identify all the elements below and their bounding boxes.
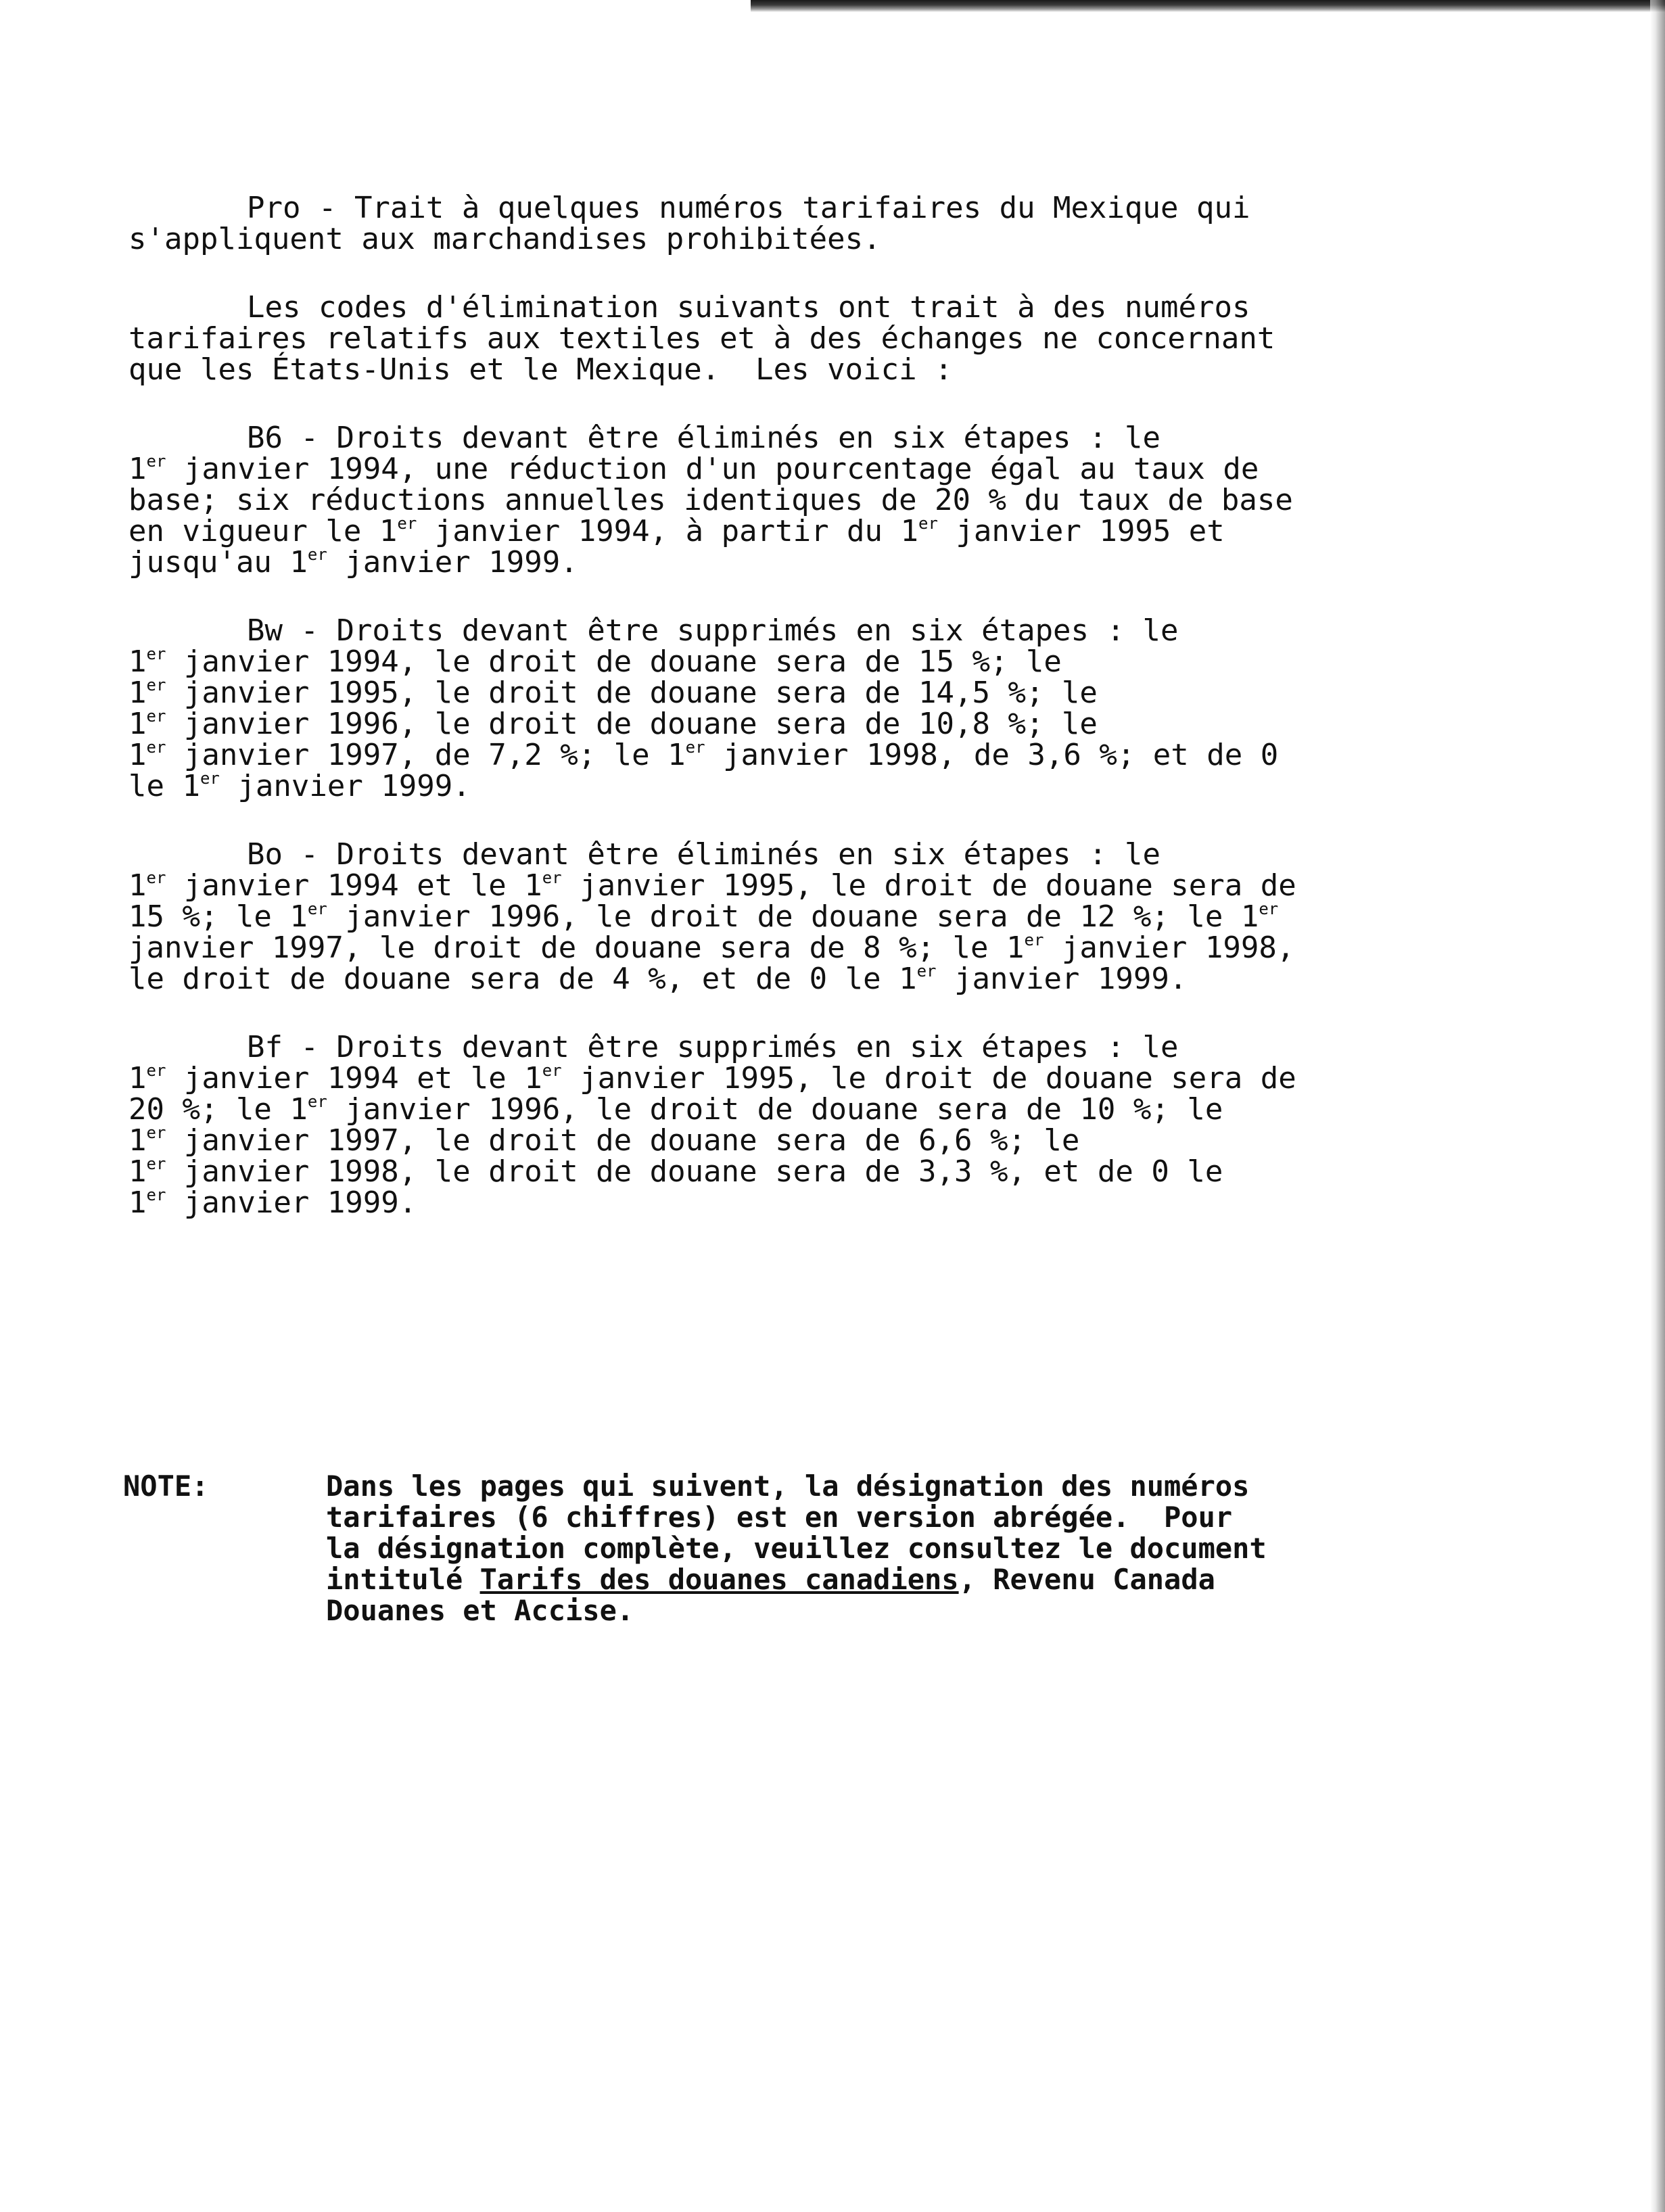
text-line: 1er janvier 1997, le droit de douane sera de 6,6 %; le (128, 1123, 1080, 1158)
text-line: Bf - Droits devant être supprimés en six étapes : le (247, 1030, 1179, 1064)
note-line: tarifaires (6 chiffres) est en version abrégée. Pour (326, 1501, 1233, 1534)
text-line: que les États-Unis et le Mexique. Les voici : (128, 352, 953, 387)
text-line: Bo - Droits devant être éliminés en six étapes : le (247, 837, 1161, 872)
text-line: Les codes d'élimination suivants ont trait à des numéros (247, 290, 1250, 325)
text-line: 1er janvier 1996, le droit de douane sera de 10,8 %; le (128, 707, 1098, 741)
paragraph-bw (128, 615, 1481, 802)
note-line: la désignation complète, veuillez consultez le document (326, 1532, 1267, 1565)
text-line: Bw - Droits devant être supprimés en six étapes : le (247, 613, 1179, 648)
text-line: base; six réductions annuelles identiques de 20 % du taux de base (128, 483, 1293, 517)
paragraph-bo (128, 839, 1481, 995)
document-body (128, 193, 1481, 1256)
text-line: 1er janvier 1995, le droit de douane sera de 14,5 %; le (128, 676, 1098, 710)
note-line: Douanes et Accise. (326, 1594, 634, 1627)
note-line-prefix: intitulé (326, 1563, 480, 1596)
text-line: 1er janvier 1997, de 7,2 %; le 1er janvier 1998, de 3,6 %; et de 0 (128, 738, 1279, 772)
note-body (326, 1471, 1543, 1626)
text-line: jusqu'au 1er janvier 1999. (128, 545, 578, 580)
paragraph-intro (128, 292, 1481, 385)
text-line: 1er janvier 1994, une réduction d'un pourcentage égal au taux de (128, 452, 1259, 486)
text-line: tarifaires relatifs aux textiles et à des échanges ne concernant (128, 321, 1275, 356)
text-line: 1er janvier 1994 et le 1er janvier 1995, le droit de douane sera de (128, 1061, 1296, 1096)
scan-edge-right (1650, 0, 1665, 2212)
text-line: 15 %; le 1er janvier 1996, le droit de douane sera de 12 %; le 1er (128, 899, 1279, 934)
text-line: janvier 1997, le droit de douane sera de 8 %; le 1er janvier 1998, (128, 931, 1295, 965)
paragraph-bf (128, 1032, 1481, 1219)
text-line: s'appliquent aux marchandises prohibitées. (128, 222, 881, 256)
text-line: 20 %; le 1er janvier 1996, le droit de douane sera de 10 %; le (128, 1092, 1223, 1127)
text-line: B6 - Droits devant être éliminés en six étapes : le (247, 421, 1161, 455)
text-line: 1er janvier 1994, le droit de douane sera de 15 %; le (128, 644, 1062, 679)
text-line: Pro - Trait à quelques numéros tarifaires du Mexique qui (247, 191, 1250, 225)
text-line: 1er janvier 1999. (128, 1185, 417, 1220)
text-line: le droit de douane sera de 4 %, et de 0 le 1er janvier 1999. (128, 962, 1188, 996)
text-line: 1er janvier 1994 et le 1er janvier 1995, le droit de douane sera de (128, 868, 1296, 903)
scan-edge-top (751, 0, 1665, 12)
text-line: le 1er janvier 1999. (128, 769, 471, 803)
paragraph-pro (128, 193, 1481, 255)
text-line: 1er janvier 1998, le droit de douane sera de 3,3 %, et de 0 le (128, 1154, 1223, 1189)
note-line: Dans les pages qui suivent, la désignation des numéros (326, 1469, 1250, 1503)
paragraph-b6 (128, 423, 1481, 578)
note-label: NOTE: (123, 1469, 209, 1503)
note-line-suffix: , Revenu Canada (958, 1563, 1215, 1596)
document-title-reference: Tarifs des douanes canadiens (479, 1563, 959, 1596)
text-line: en vigueur le 1er janvier 1994, à partir du 1er janvier 1995 et (128, 514, 1225, 548)
